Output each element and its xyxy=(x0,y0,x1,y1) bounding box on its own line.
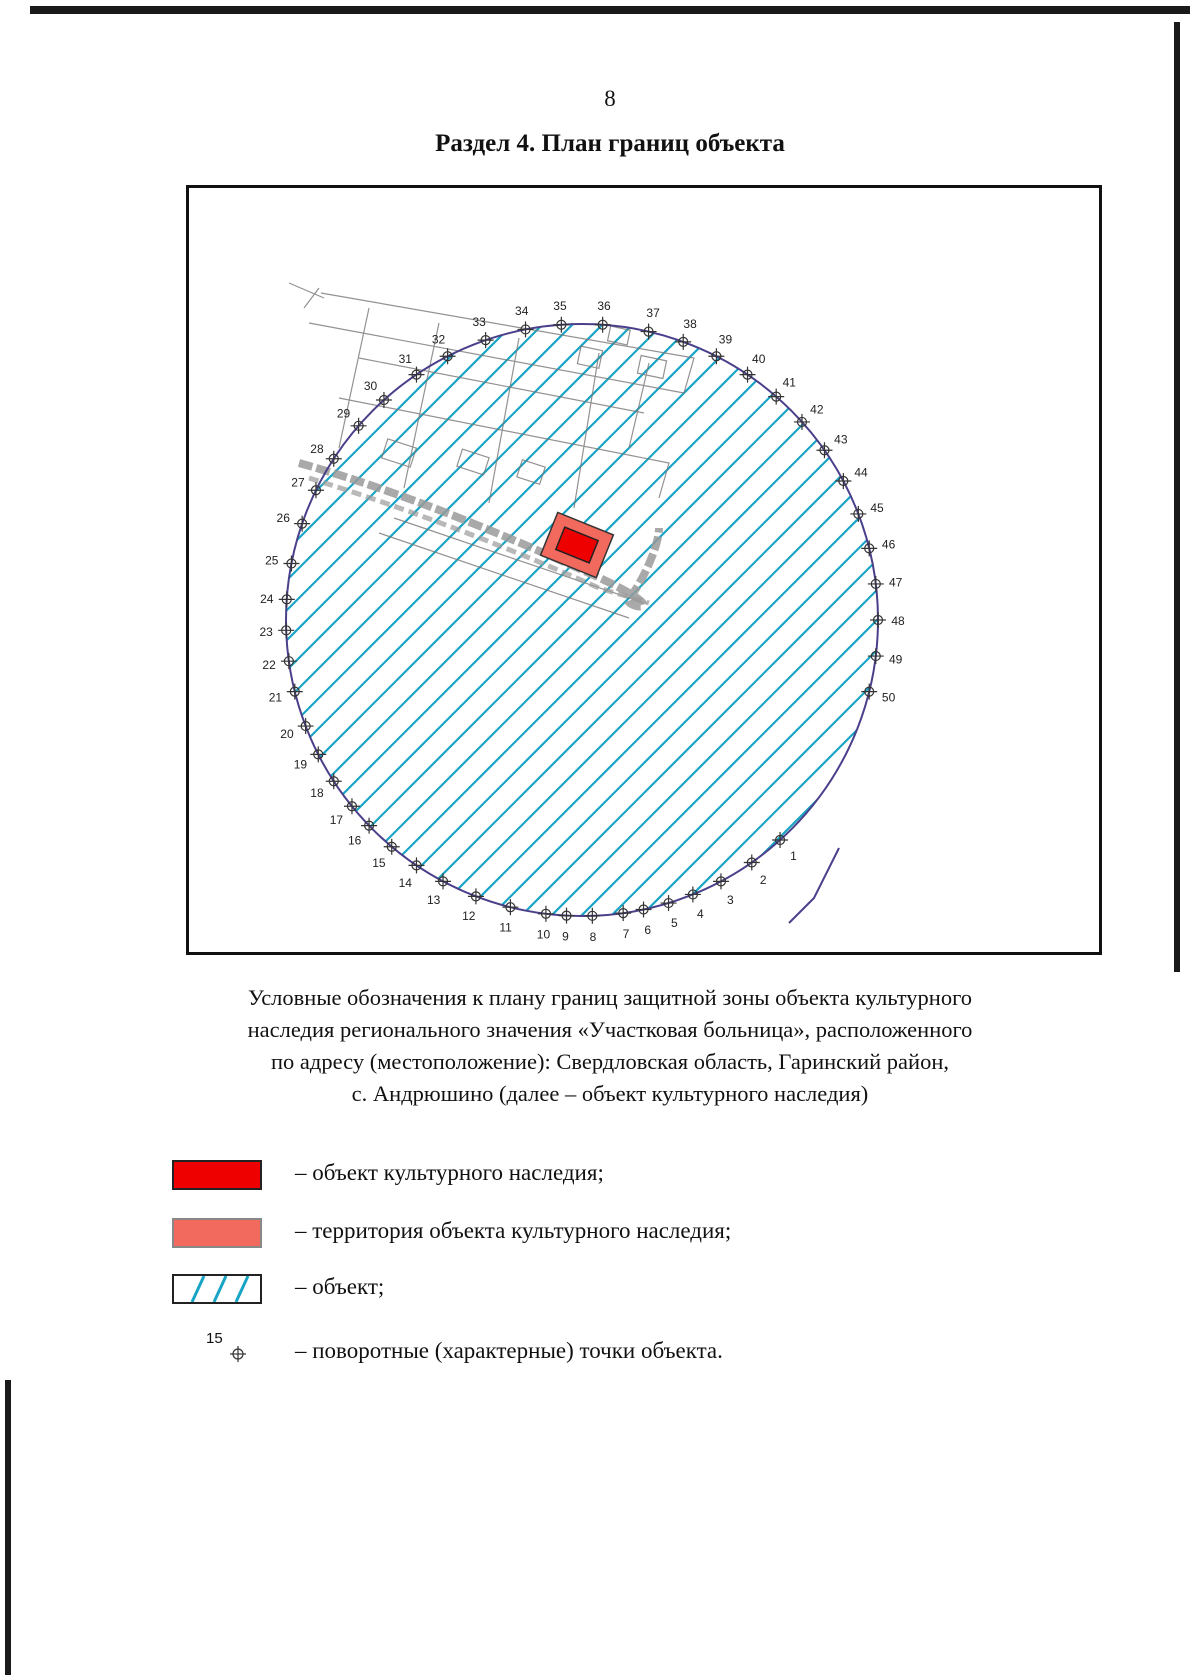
boundary-point xyxy=(713,873,734,907)
hatch-line xyxy=(1079,288,1099,952)
point-number: 29 xyxy=(336,406,351,421)
point-number: 49 xyxy=(888,652,903,667)
point-number: 28 xyxy=(310,441,324,456)
hatch-line xyxy=(536,288,1099,952)
hatch-line xyxy=(189,288,729,952)
point-number: 38 xyxy=(683,317,697,332)
point-number: 33 xyxy=(472,315,486,330)
point-number: 11 xyxy=(499,920,512,935)
cadastral-background xyxy=(289,283,694,618)
point-number: 4 xyxy=(697,906,704,921)
hatch-line xyxy=(189,288,249,952)
point-number: 32 xyxy=(431,332,446,347)
legend-item-territory xyxy=(170,1218,1070,1258)
point-number: 30 xyxy=(363,379,378,394)
hatch-line xyxy=(189,288,699,952)
hatch-line xyxy=(809,288,1099,952)
boundary-point xyxy=(835,466,868,489)
boundary-point xyxy=(868,575,903,591)
legend-item-zone xyxy=(170,1274,1070,1314)
hatch-line xyxy=(189,288,519,952)
boundary-point xyxy=(768,376,796,405)
point-number: 16 xyxy=(348,833,362,848)
point-number: 14 xyxy=(398,875,412,890)
point-number: 26 xyxy=(276,511,290,526)
point-number: 1 xyxy=(790,848,797,863)
hatch-line xyxy=(509,288,1099,952)
boundary-point xyxy=(260,591,295,607)
boundary-point xyxy=(262,653,296,672)
scan-edge-left xyxy=(5,1380,11,1675)
hatch-line xyxy=(189,288,669,952)
boundary-point xyxy=(744,854,767,886)
legend-caption-line: с. Андрюшино (далее – объект культурного наследия) xyxy=(351,1081,869,1106)
page-number: 8 xyxy=(604,86,616,111)
boundary-point xyxy=(868,648,903,666)
boundary-point xyxy=(348,818,377,848)
protection-zone-hatch xyxy=(189,288,1099,952)
legend-item-object xyxy=(170,1160,1070,1200)
boundary-point xyxy=(280,718,313,741)
boundary-point xyxy=(870,612,905,628)
legend-caption xyxy=(150,982,1070,1110)
hatch-line xyxy=(749,288,1099,952)
boundary-point xyxy=(584,908,600,944)
hatch-line xyxy=(189,288,219,952)
scan-edge-top xyxy=(30,6,1190,14)
boundary-point xyxy=(559,908,575,944)
legend-label: – объект культурного наследия; xyxy=(295,1160,604,1185)
point-number: 44 xyxy=(854,465,868,480)
hatch-line xyxy=(189,288,279,952)
territory-swatch xyxy=(172,1218,262,1248)
hatch-line xyxy=(189,288,369,952)
point-number: 24 xyxy=(260,591,274,606)
point-number: 27 xyxy=(291,475,305,490)
point-number: 35 xyxy=(553,298,567,313)
hatch-line xyxy=(989,288,1099,952)
hatch-line xyxy=(209,288,909,952)
point-number: 31 xyxy=(398,352,412,367)
hatch-line xyxy=(1049,288,1099,952)
boundary-point xyxy=(515,304,533,338)
turning-point-icon xyxy=(206,1330,266,1374)
hatch-swatch xyxy=(172,1274,262,1304)
point-number: 21 xyxy=(268,690,283,705)
point-number: 36 xyxy=(597,298,611,313)
point-number: 40 xyxy=(752,352,766,367)
hatch-line xyxy=(189,288,339,952)
hatch-line xyxy=(189,288,879,952)
hatch-line xyxy=(189,288,429,952)
plan-drawing xyxy=(189,188,1099,952)
point-number: 37 xyxy=(646,306,660,321)
point-number: 50 xyxy=(881,690,896,705)
point-number: 17 xyxy=(329,812,344,827)
hatch-line xyxy=(899,288,1099,952)
point-number: 13 xyxy=(426,893,441,908)
point-number: 19 xyxy=(293,757,308,772)
hatch-line xyxy=(189,288,789,952)
point-number: 15 xyxy=(372,856,386,871)
hatch-line xyxy=(239,288,939,952)
point-number: 9 xyxy=(562,929,569,944)
point-number: 6 xyxy=(644,923,652,938)
point-number: 2 xyxy=(759,872,767,887)
point-number: 10 xyxy=(536,927,551,942)
boundary-point xyxy=(265,554,299,572)
page-title: Раздел 4. План границ объекта xyxy=(435,130,785,157)
hatch-line xyxy=(629,288,1099,952)
boundary-plan-map xyxy=(186,185,1102,955)
hatch-line xyxy=(569,288,1099,952)
point-number: 23 xyxy=(259,625,273,640)
hatch-line xyxy=(189,288,309,952)
legend-caption-line: Условные обозначения к плану границ защитной зоны объекта культурного xyxy=(247,985,973,1010)
legend-label: – поворотные (характерные) точки объекта. xyxy=(295,1338,723,1363)
point-number: 8 xyxy=(589,929,597,944)
boundary-point xyxy=(330,798,360,827)
hatch-line xyxy=(419,288,1099,952)
hatch-line xyxy=(189,288,819,952)
point-number: 12 xyxy=(462,909,476,924)
point-number: 7 xyxy=(622,926,630,941)
point-number: 41 xyxy=(782,375,796,390)
boundary-point xyxy=(462,888,484,923)
hatch-line xyxy=(189,288,489,952)
object-swatch xyxy=(172,1160,262,1190)
legend-label: – объект; xyxy=(295,1274,385,1299)
legend-caption-line: по адресу (местоположение): Свердловская область, Гаринский район, xyxy=(270,1049,949,1074)
boundary-point xyxy=(427,873,451,907)
point-number: 20 xyxy=(280,727,294,742)
hatch-line xyxy=(189,288,639,952)
point-number: 34 xyxy=(515,303,529,318)
point-number: 22 xyxy=(262,657,276,672)
point-number: 18 xyxy=(310,786,324,801)
point-number: 5 xyxy=(671,916,678,931)
legend-caption-line: наследия регионального значения «Участковая больница», расположенного xyxy=(247,1017,973,1042)
point-number: 43 xyxy=(834,432,848,447)
hatch-line xyxy=(959,288,1099,952)
hatch-line xyxy=(719,288,1099,952)
point-number: 3 xyxy=(727,893,734,908)
point-number: 47 xyxy=(888,575,903,590)
point-number: 45 xyxy=(870,500,884,515)
hatch-line xyxy=(1019,288,1099,952)
point-number: 42 xyxy=(810,402,824,417)
legend-label: – территория объекта культурного наследия; xyxy=(295,1218,732,1243)
hatch-line xyxy=(929,288,1099,952)
scan-edge-right xyxy=(1174,22,1180,972)
point-number: 46 xyxy=(881,537,896,552)
point-number: 48 xyxy=(891,614,905,628)
boundary-point xyxy=(595,299,611,333)
hatch-line xyxy=(189,288,579,952)
point-number: 25 xyxy=(265,553,279,568)
point-number: 39 xyxy=(718,332,733,347)
hatch-line xyxy=(779,288,1099,952)
sample-point-number: 15 xyxy=(206,1330,223,1347)
boundary-point xyxy=(537,906,554,942)
boundary-point xyxy=(553,299,569,333)
boundary-point xyxy=(372,839,400,870)
boundary-points xyxy=(260,299,905,944)
boundary-point xyxy=(337,407,367,434)
boundary-point xyxy=(850,501,884,522)
hatch-line xyxy=(189,288,849,952)
legend-item-points xyxy=(170,1330,1070,1378)
boundary-point xyxy=(794,403,824,430)
